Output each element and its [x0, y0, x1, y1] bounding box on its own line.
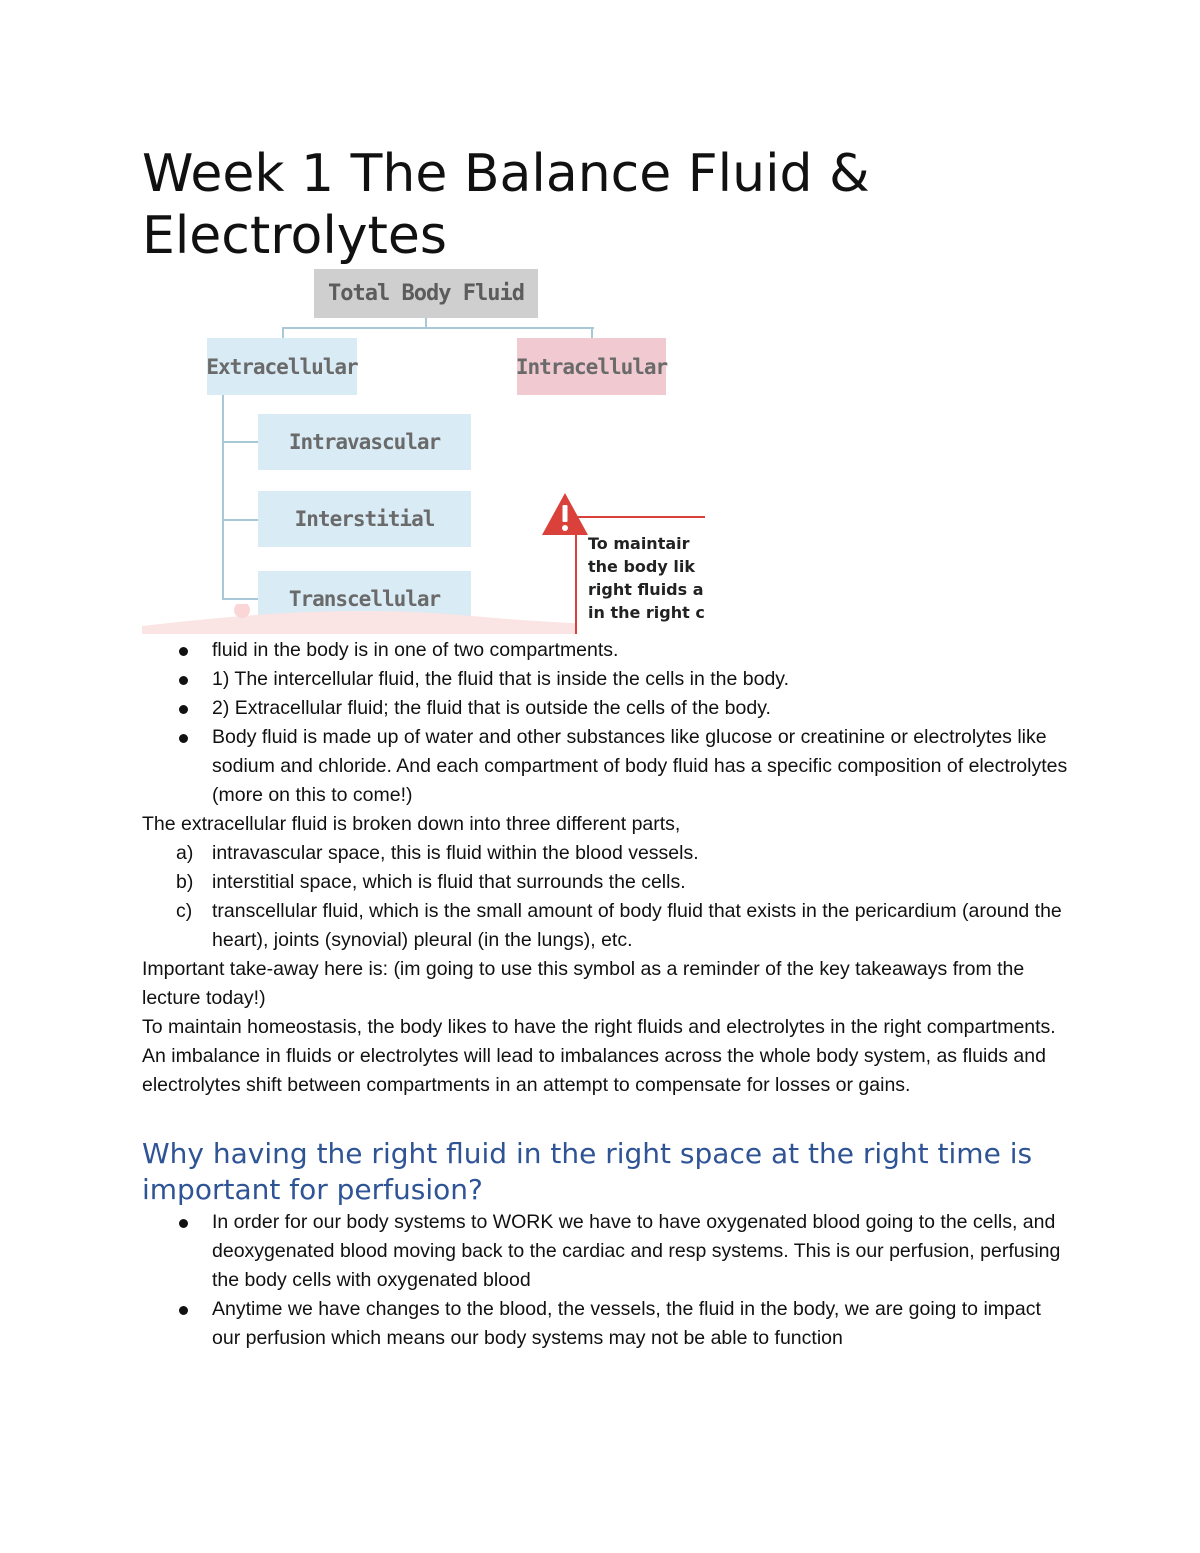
connector-line	[222, 598, 258, 600]
list-item	[142, 897, 1072, 955]
list-item-text: 1) The intercellular fluid, the fluid that is inside the cells in the body.	[212, 668, 790, 690]
extracellular-box: Extracellular	[207, 338, 357, 395]
intravascular-box: Intravascular	[258, 414, 471, 470]
list-item-text: transcellular fluid, which is the small amount of body fluid that exists in the pericardium (around the heart), joints (synovial) pleural (in the lungs), etc.	[212, 900, 1062, 951]
paragraph-extracellular: The extracellular fluid is broken down into three different parts,	[142, 813, 681, 835]
total-body-fluid-box: Total Body Fluid	[314, 269, 538, 318]
page-title: Week 1 The Balance Fluid & Electrolytes	[142, 144, 870, 266]
intracellular-box: Intracellular	[517, 338, 666, 395]
list-item	[142, 1208, 1072, 1295]
list-item	[142, 636, 1072, 665]
warning-text	[588, 532, 705, 624]
paragraph-homeostasis: To maintain homeostasis, the body likes to have the right fluids and electrolytes in the right compartments. An imbalance in fluids or electrolytes will lead to imbalances across the whole body system, as fluids and electrolytes shift between compartments in an attempt to compensate for losses or gains.	[142, 1016, 1056, 1096]
list-item-text: 2) Extracellular fluid; the fluid that is outside the cells of the body.	[212, 697, 771, 719]
bullet-icon	[179, 734, 188, 743]
paragraph-takeaway: Important take-away here is: (im going to use this symbol as a reminder of the key takeaways from the lecture today!)	[142, 958, 1025, 1009]
bullet-icon	[179, 647, 188, 656]
list-item-text: Anytime we have changes to the blood, the vessels, the fluid in the body, we are going to impact our perfusion which means our body systems may not be able to function	[212, 1298, 1041, 1349]
warning-line: the body lik	[588, 557, 695, 576]
connector-line	[222, 441, 258, 443]
connector-line	[282, 327, 284, 338]
list-item	[142, 723, 1072, 810]
perfusion-bullet-list	[142, 1208, 1072, 1353]
list-item-text: Body fluid is made up of water and other substances like glucose or creatinine or electrolytes like sodium and chloride. And each compartment of body fluid has a specific composition of electrolytes (more on this to come!)	[212, 726, 1068, 806]
list-marker: c)	[176, 900, 193, 922]
warning-line: in the right c	[588, 603, 705, 622]
warning-line: To maintair	[588, 534, 690, 553]
fluid-compartments-diagram	[142, 266, 705, 634]
list-item-text: In order for our body systems to WORK we have to have oxygenated blood going to the cells, and deoxygenated blood moving back to the cardiac and resp systems. This is our perfusion, perfusing the body cells with oxygenated blood	[212, 1211, 1061, 1291]
warning-icon	[540, 491, 590, 537]
extracellular-parts-list	[142, 839, 1072, 955]
list-item-text: intravascular space, this is fluid within the blood vessels.	[212, 842, 699, 864]
list-item-text: interstitial space, which is fluid that surrounds the cells.	[212, 871, 686, 893]
list-item	[142, 665, 1072, 694]
bullet-icon	[179, 1306, 188, 1315]
list-item-text: fluid in the body is in one of two compartments.	[212, 639, 619, 661]
list-item	[142, 868, 1072, 897]
connector-line	[222, 519, 258, 521]
document-body	[142, 636, 1072, 1353]
compartments-bullet-list	[142, 636, 1072, 810]
connector-line	[591, 327, 593, 338]
transcellular-box: Transcellular	[258, 571, 471, 627]
connector-line	[222, 395, 224, 600]
list-item	[142, 694, 1072, 723]
bullet-icon	[179, 705, 188, 714]
list-item	[142, 1295, 1072, 1353]
list-item	[142, 839, 1072, 868]
bullet-icon	[179, 676, 188, 685]
connector-line	[282, 327, 594, 329]
interstitial-box: Interstitial	[258, 491, 471, 547]
section-heading: Why having the right fluid in the right space at the right time is important for perfusion?	[142, 1137, 1033, 1206]
list-marker: a)	[176, 842, 194, 864]
list-marker: b)	[176, 871, 194, 893]
warning-line: right fluids a	[588, 580, 704, 599]
bullet-icon	[179, 1219, 188, 1228]
